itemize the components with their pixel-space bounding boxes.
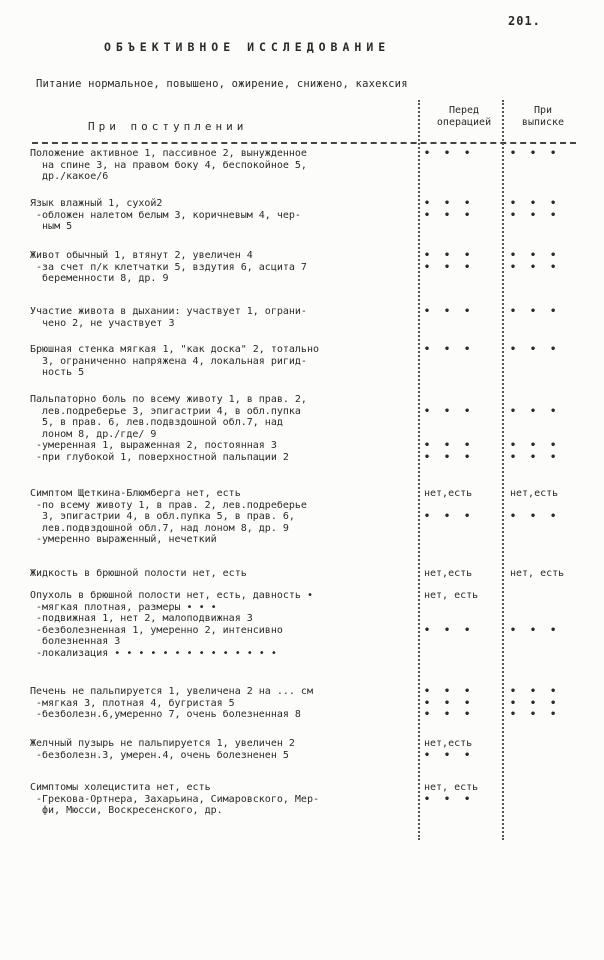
discharge-mark: • • • xyxy=(510,709,561,720)
nutrition-line: Питание нормальное, повышено, ожирение, снижено, каxексия xyxy=(36,78,408,90)
exam-line: Симптомы холецистита нет, есть xyxy=(30,782,211,793)
exam-line: др./какое/6 xyxy=(30,171,109,182)
before-surgery-mark: • • • xyxy=(424,697,475,709)
before-surgery-mark: • • • xyxy=(424,440,475,451)
column-header-before-surgery xyxy=(424,105,504,129)
column-header-discharge xyxy=(508,105,578,129)
exam-line: Опухоль в брюшной полости нет, есть, давность • xyxy=(30,590,313,601)
exam-line: беременности 8, др. 9 xyxy=(30,273,169,284)
document-title: ОБЪЕКТИВНОЕ ИССЛЕДОВАНИЕ xyxy=(104,40,391,54)
column-header-line: При xyxy=(533,105,553,116)
before-surgery-mark: • • • xyxy=(424,749,475,761)
exam-section xyxy=(30,148,422,183)
exam-line: -за счет п/к клетчатки 5, вздутия 6, асцита 7 xyxy=(30,261,307,273)
discharge-mark: • • • xyxy=(510,198,561,209)
discharge-mark: • • • xyxy=(510,511,561,522)
before-surgery-mark: • • • xyxy=(424,250,475,261)
exam-section xyxy=(30,394,422,463)
column-separator xyxy=(502,100,504,840)
exam-line: 3, эпигастрии 4, в обл.пупка 5, в прав. 6, xyxy=(30,511,295,522)
page-number: 201. xyxy=(508,14,541,28)
column-header-line: выписке xyxy=(521,117,565,128)
exam-line: Участие живота в дыхании: участвует 1, ограни- xyxy=(30,306,307,317)
before-surgery-mark: • • • xyxy=(424,709,475,720)
discharge-mark: нет,есть xyxy=(510,488,559,499)
column-header-line: Перед xyxy=(448,105,480,116)
exam-line: -умеренная 1, выраженная 2, постоянная 3 xyxy=(30,440,277,451)
exam-line: -мягкая 3, плотная 4, бугристая 5 xyxy=(30,697,235,709)
discharge-mark: • • • xyxy=(510,686,561,697)
before-surgery-mark: нет, есть xyxy=(424,590,479,601)
exam-line: 3, ограниченно напряжена 4, локальная ригид- xyxy=(30,355,307,367)
exam-line: -подвижная 1, нет 2, малоподвижная 3 xyxy=(30,613,253,624)
before-surgery-mark: • • • xyxy=(424,405,475,417)
exam-line: -локализация • • • • • • • • • • • • • • xyxy=(30,647,277,659)
exam-line: лоном 8, др./где/ 9 xyxy=(30,428,157,440)
before-surgery-mark: • • • xyxy=(424,306,475,317)
before-surgery-mark: • • • xyxy=(424,209,475,221)
exam-line: -безболезн.6,умеренно 7, очень болезненная 8 xyxy=(30,709,301,720)
discharge-mark: нет, есть xyxy=(510,568,565,579)
exam-section xyxy=(30,306,422,329)
exam-line: 5, в прав. 6, лев.подвздошной обл.7, над xyxy=(30,417,283,428)
exam-section xyxy=(30,782,422,817)
exam-line: -безболезненная 1, умеренно 2, интенсивно xyxy=(30,624,283,636)
exam-line: -по всему животу 1, в прав. 2, лев.подреберье xyxy=(30,499,307,511)
discharge-mark: • • • xyxy=(510,344,561,355)
discharge-mark: • • • xyxy=(510,624,561,636)
before-surgery-mark: • • • xyxy=(424,451,475,463)
before-surgery-mark: • • • xyxy=(424,148,475,159)
exam-line: на спине 3, на правом боку 4, беспокойное 5, xyxy=(30,159,307,171)
before-surgery-mark: нет,есть xyxy=(424,488,473,499)
exam-line: ным 5 xyxy=(30,221,73,232)
exam-line: -Грекова-Ортнера, Захарьина, Симаровского, Мер- xyxy=(30,793,319,805)
exam-section xyxy=(30,488,422,546)
discharge-mark: • • • xyxy=(510,261,561,273)
exam-section xyxy=(30,250,422,285)
discharge-mark: • • • xyxy=(510,209,561,221)
exam-line: -мягкая плотная, размеры • • • xyxy=(30,601,217,613)
discharge-mark: • • • xyxy=(510,697,561,709)
exam-line: Пальпаторно боль по всему животу 1, в прав. 2, xyxy=(30,394,307,405)
exam-line: Симптом Щеткина-Блюмберга нет, есть xyxy=(30,488,241,499)
exam-line: Брюшная стенка мягкая 1, "как доска" 2, тотально xyxy=(30,344,319,355)
before-surgery-mark: • • • xyxy=(424,198,475,209)
discharge-mark: • • • xyxy=(510,405,561,417)
before-surgery-mark: • • • xyxy=(424,511,475,522)
before-surgery-mark: • • • xyxy=(424,793,475,805)
exam-line: чено 2, не участвует 3 xyxy=(30,317,175,329)
exam-line: ность 5 xyxy=(30,367,85,378)
exam-line: лев.подреберье 3, эпигастрии 4, в обл.пупка xyxy=(30,405,301,417)
exam-section xyxy=(30,344,422,379)
discharge-mark: • • • xyxy=(510,440,561,451)
exam-line: Печень не пальпируется 1, увеличена 2 на ... см xyxy=(30,686,313,697)
column-header-admission: При поступлении xyxy=(88,120,248,133)
exam-section xyxy=(30,568,422,580)
exam-line: лев.подвздошной обл.7, над лоном 8, др. 9 xyxy=(30,522,289,534)
discharge-mark: • • • xyxy=(510,148,561,159)
discharge-mark: • • • xyxy=(510,250,561,261)
exam-section xyxy=(30,590,422,659)
before-surgery-mark: • • • xyxy=(424,261,475,273)
exam-line: Жидкость в брюшной полости нет, есть xyxy=(30,568,247,579)
exam-line: -при глубокой 1, поверхностной пальпации 2 xyxy=(30,451,289,463)
column-header-line: операцией xyxy=(436,117,492,128)
exam-line: -безболезн.3, умерен.4, очень болезненен 5 xyxy=(30,749,289,761)
exam-line: Язык влажный 1, сухой2 xyxy=(30,198,163,209)
exam-section xyxy=(30,738,422,761)
exam-line: Положение активное 1, пассивное 2, вынужденное xyxy=(30,148,307,159)
before-surgery-mark: нет, есть xyxy=(424,782,479,793)
exam-line: -умеренно выраженный, нечеткий xyxy=(30,534,217,545)
before-surgery-mark: • • • xyxy=(424,686,475,697)
exam-line: фи, Мюсси, Воскресенского, др. xyxy=(30,805,223,816)
exam-section xyxy=(30,198,422,233)
before-surgery-mark: нет,есть xyxy=(424,568,473,579)
exam-line: болезненная 3 xyxy=(30,636,121,647)
exam-line: Живот обычный 1, втянут 2, увеличен 4 xyxy=(30,250,253,261)
exam-section xyxy=(30,686,422,721)
header-divider xyxy=(32,142,576,144)
before-surgery-mark: нет,есть xyxy=(424,738,473,749)
before-surgery-mark: • • • xyxy=(424,624,475,636)
discharge-mark: • • • xyxy=(510,451,561,463)
exam-line: Желчный пузырь не пальпируется 1, увеличен 2 xyxy=(30,738,295,749)
discharge-mark: • • • xyxy=(510,306,561,317)
exam-line: -обложен налетом белым 3, коричневым 4, чер- xyxy=(30,209,301,221)
before-surgery-mark: • • • xyxy=(424,344,475,355)
